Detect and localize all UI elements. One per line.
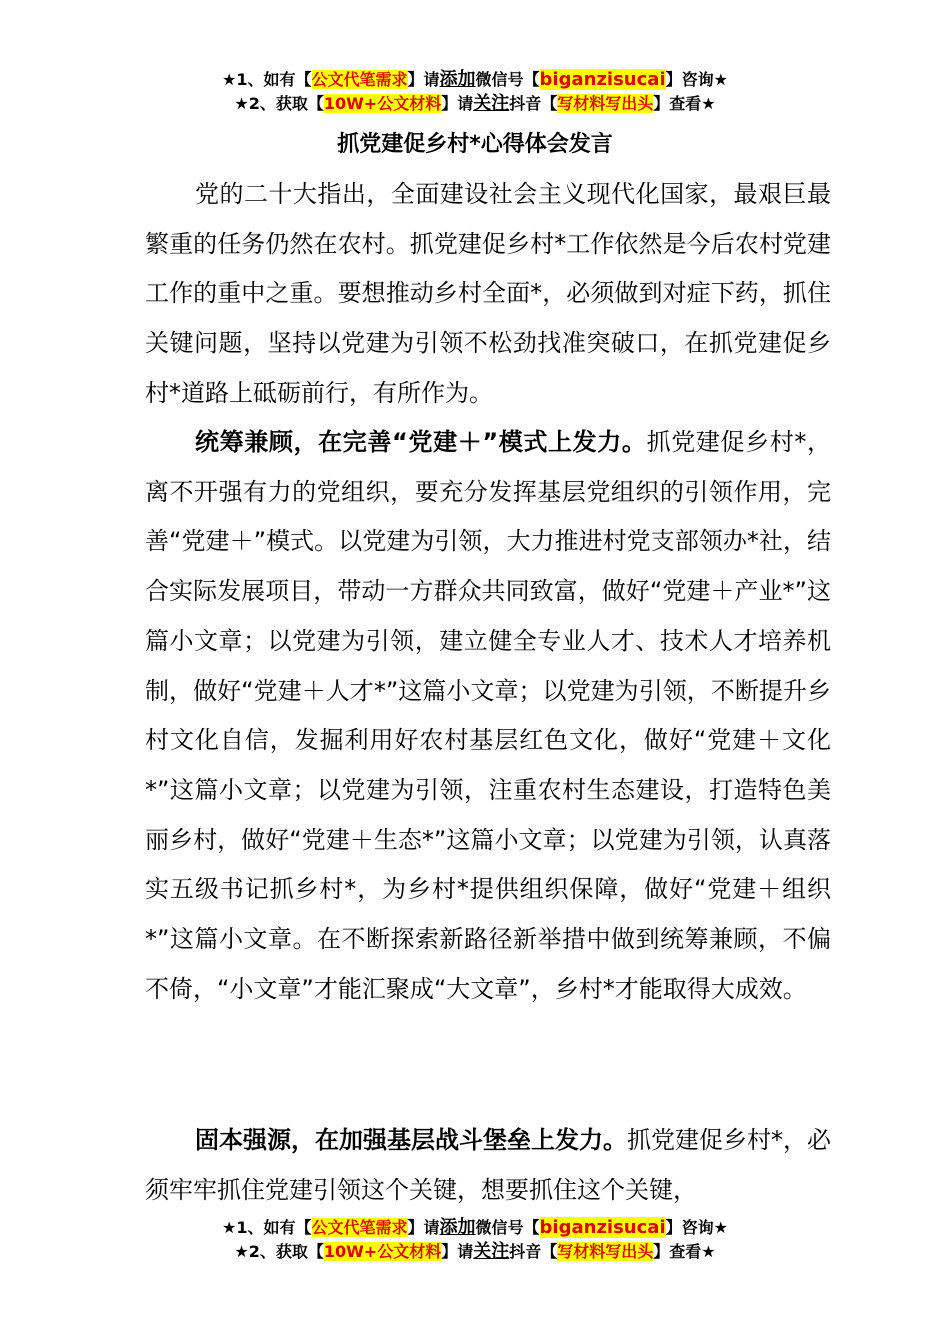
paragraph-text: 抓党建促乡村*，必须牢牢抓住党建引领这个关键，想要抓住这个关键， — [145, 1126, 831, 1204]
banner-text: 抖音【 — [509, 1242, 558, 1261]
paragraph-3 — [145, 1116, 831, 1214]
paragraph-lead: 固本强源，在加强基层战斗堡垒上发力。 — [195, 1126, 627, 1154]
banner-text: 】查看★ — [653, 1242, 716, 1261]
banner-text: 】咨询★ — [665, 70, 728, 89]
banner-douyin-id: 写材料写出头 — [557, 1242, 654, 1261]
paragraph-2 — [145, 418, 831, 1014]
banner-text: 】请 — [441, 94, 474, 113]
paragraph-text: 党的二十大指出，全面建设社会主义现代化国家，最艰巨最繁重的任务仍然在农村。抓党建促乡村*工作依然是今后农村党建工作的重中之重。要想推动乡村全面*，必须做到对症下药，抓住关键问题，坚持以党建为引领不松劲找准突破口，在抓党建促乡村*道路上砥砺前行，有所作为。 — [145, 180, 831, 407]
paragraph-text: 抓党建促乡村*，离不开强有力的党组织，要充分发挥基层党组织的引领作用，完善“党建＋”模式。以党建为引领，大力推进村党支部领办*社，结合实际发展项目，带动一方群众共同致富，做好“党建＋产业*”这篇小文章；以党建为引领，建立健全专业人才、技术人才培养机制，做好“党建＋人才*”这篇小文章；以党建为引领，不断提升乡村文化自信，发掘利用好农村基层红色文化，做好“党建＋文化*”这篇小文章；以党建为引领，注重农村生态建设，打造特色美丽乡村，做好“党建＋生态*”这篇小文章；以党建为引领，认真落实五级书记抓乡村*，为乡村*提供组织保障，做好“党建＋组织*”这篇小文章。在不断探索新路径新举措中做到统筹兼顾，不偏不倚，“小文章”才能汇聚成“大文章”，乡村*才能取得大成效。 — [145, 428, 832, 1003]
banner-underlined: 添加 — [439, 69, 476, 90]
banner-text: 】请 — [441, 1242, 474, 1261]
banner-line-1 — [0, 68, 950, 92]
banner-text: ★2、获取【 — [234, 1242, 324, 1261]
banner-wechat-id: biganzisucai — [539, 69, 666, 90]
banner-text: 微信号【 — [475, 70, 540, 89]
banner-text: ★2、获取【 — [234, 94, 324, 113]
banner-text: 】咨询★ — [665, 1218, 728, 1237]
banner-highlight: 公文代笔需求 — [311, 70, 408, 89]
footer-banner — [0, 1216, 950, 1264]
banner-underlined: 关注 — [473, 1241, 510, 1262]
banner-text: ★1、如有【 — [222, 1218, 312, 1237]
banner-wechat-id: biganzisucai — [539, 1217, 666, 1238]
banner-highlight: 10W+公文材料 — [323, 94, 442, 113]
banner-underlined: 关注 — [473, 93, 510, 114]
paragraph-1 — [145, 170, 831, 419]
banner-underlined: 添加 — [439, 1217, 476, 1238]
banner-line-2 — [0, 92, 950, 116]
banner-text: 抖音【 — [509, 94, 558, 113]
banner-text: 】请 — [407, 70, 440, 89]
banner-line-1 — [0, 1216, 950, 1240]
banner-douyin-id: 写材料写出头 — [557, 94, 654, 113]
banner-text: 】查看★ — [653, 94, 716, 113]
banner-highlight: 10W+公文材料 — [323, 1242, 442, 1261]
page-title: 抓党建促乡村*心得体会发言 — [337, 132, 613, 157]
banner-line-2 — [0, 1240, 950, 1264]
banner-text: 】请 — [407, 1218, 440, 1237]
banner-text: ★1、如有【 — [222, 70, 312, 89]
header-banner — [0, 68, 950, 116]
banner-text: 微信号【 — [475, 1218, 540, 1237]
paragraph-lead: 统筹兼顾，在完善“党建＋”模式上发力。 — [195, 428, 647, 456]
banner-highlight: 公文代笔需求 — [311, 1218, 408, 1237]
